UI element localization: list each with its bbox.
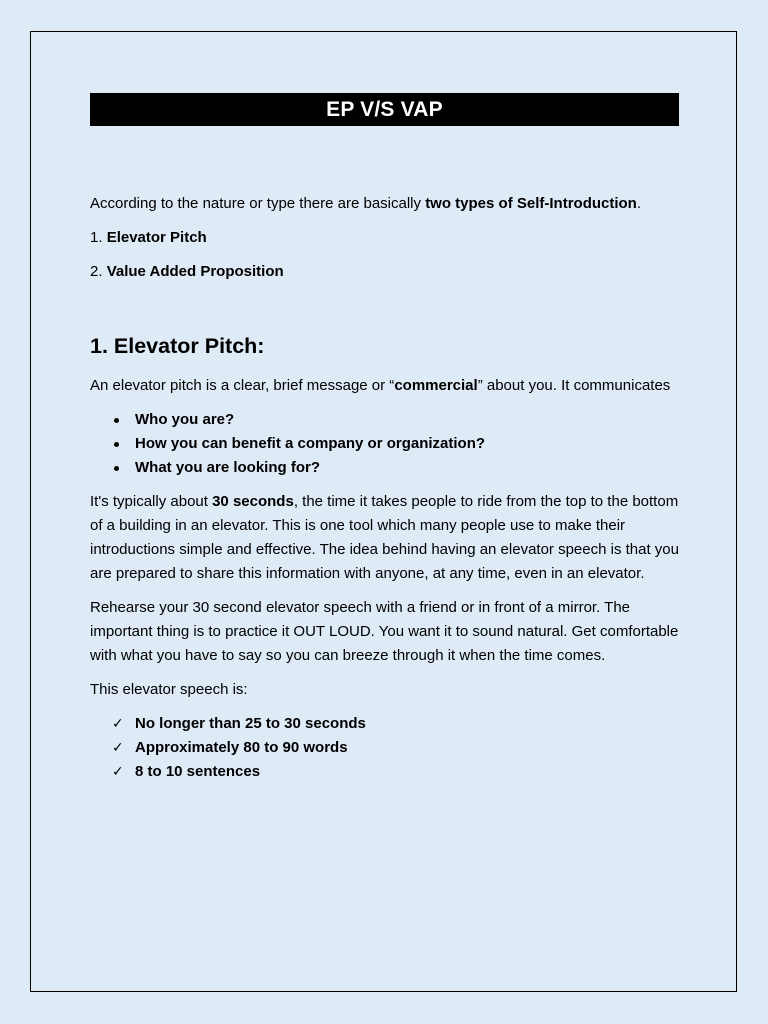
checkmark-icon: ✓	[112, 740, 124, 756]
list-item-text: No longer than 25 to 30 seconds	[135, 715, 366, 732]
intro-paragraph	[90, 192, 679, 216]
type-item-label: Value Added Proposition	[106, 263, 284, 280]
elevator-pitch-definition	[90, 374, 679, 398]
definition-text-end: ” about you. It communicates	[477, 377, 671, 394]
type-item-number: 2.	[90, 263, 107, 280]
page-title-text: EP V/S VAP	[326, 97, 443, 121]
list-item-text: Approximately 80 to 90 words	[135, 739, 348, 756]
section-heading	[90, 332, 679, 360]
intro-text-end: .	[636, 195, 642, 212]
duration-text-end: , the time it takes people to ride from the top to the bottom of a building in an elevator. This is one tool which many people use to make their introductions simple and effective. The idea behind having an elevator speech is that you are prepared to share this information with anyone, at any time, even in an elevator.	[90, 493, 679, 582]
list-item-text: What you are looking for?	[135, 459, 321, 476]
checkmark-icon: ✓	[112, 716, 124, 732]
list-item-text: How you can benefit a company or organization?	[135, 435, 486, 452]
type-item-number: 1.	[90, 229, 107, 246]
rehearse-paragraph: Rehearse your 30 second elevator speech with a friend or in front of a mirror. The important thing is to practice it OUT LOUD. You want it to sound natural. Get comfortable with what you have to say so you can breeze through it when the time comes.	[90, 599, 679, 664]
list-item	[90, 456, 679, 480]
section-heading-text: 1. Elevator Pitch:	[90, 334, 265, 358]
page-title	[90, 93, 679, 126]
definition-text: An elevator pitch is a clear, brief message or “	[90, 377, 395, 394]
document-content	[90, 93, 679, 784]
intro-bold-text: two types of Self-Introduction	[425, 195, 637, 212]
list-item	[90, 736, 679, 760]
bullet-icon	[114, 442, 119, 447]
list-item-text: Who you are?	[135, 411, 235, 428]
list-item	[90, 432, 679, 456]
speech-criteria-list	[90, 712, 679, 784]
list-item-text: 8 to 10 sentences	[135, 763, 261, 780]
list-item	[90, 408, 679, 432]
duration-text: It's typically about	[90, 493, 213, 510]
duration-bold-text: 30 seconds	[212, 493, 294, 510]
list-item	[90, 760, 679, 784]
bullet-icon	[114, 466, 119, 471]
communicates-list	[90, 408, 679, 480]
definition-bold-text: commercial	[394, 377, 478, 394]
bullet-icon	[114, 418, 119, 423]
type-item-2	[90, 260, 679, 284]
intro-text: According to the nature or type there are basically	[90, 195, 426, 212]
duration-paragraph	[90, 490, 679, 586]
speech-is-paragraph: This elevator speech is:	[90, 681, 248, 698]
list-item	[90, 712, 679, 736]
type-item-label: Elevator Pitch	[106, 229, 207, 246]
type-item-1	[90, 226, 679, 250]
checkmark-icon: ✓	[112, 764, 124, 780]
